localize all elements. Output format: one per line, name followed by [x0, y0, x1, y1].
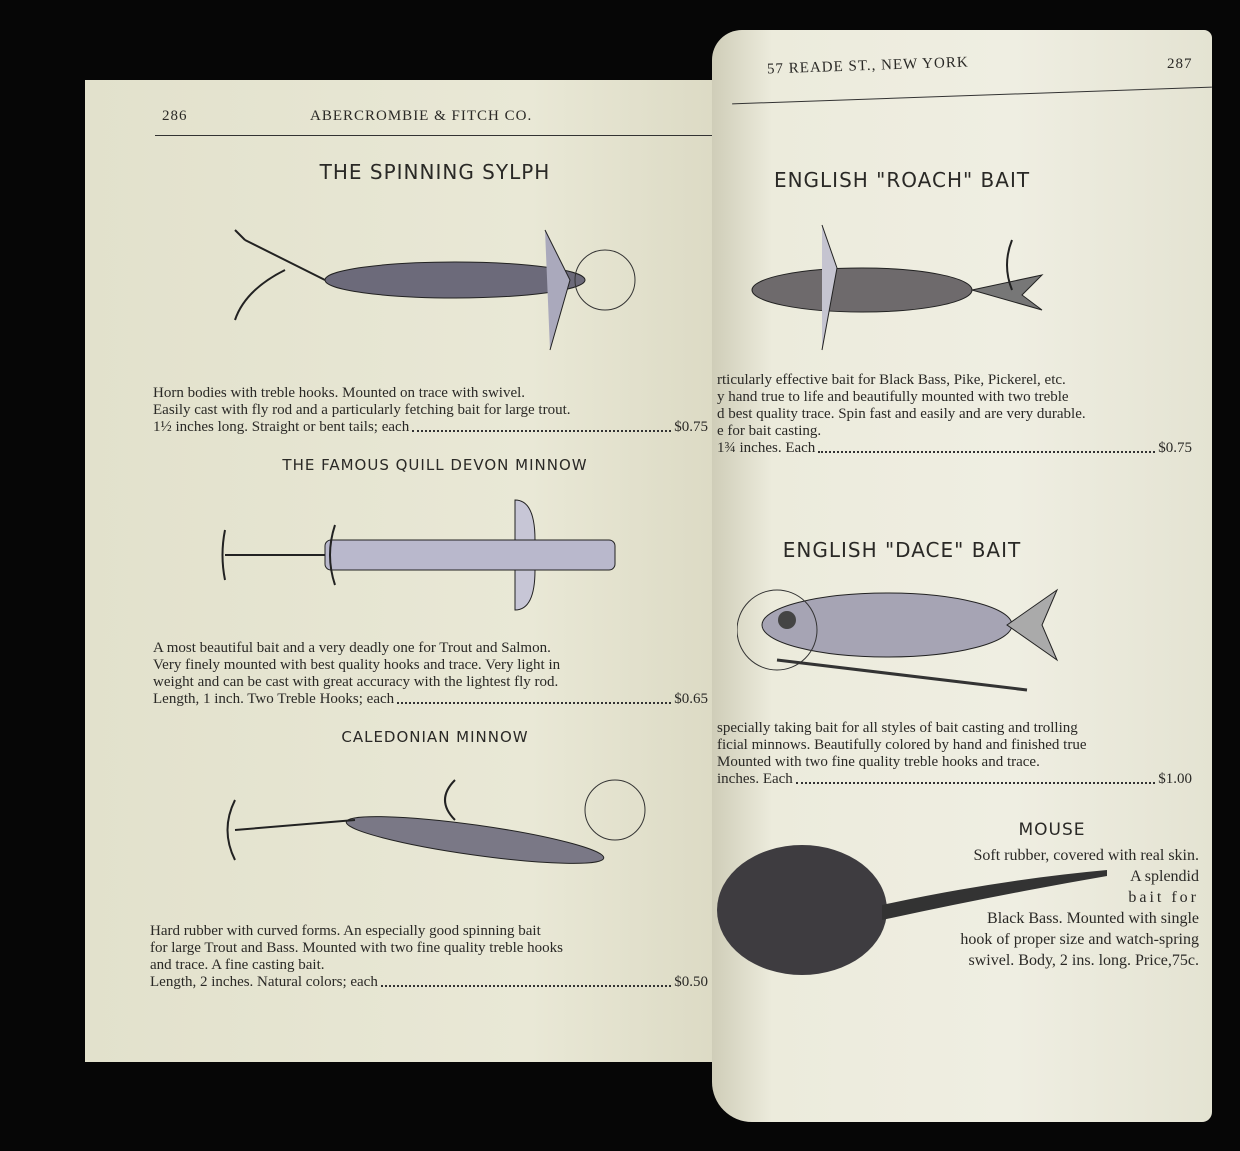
item-description — [150, 923, 708, 991]
item-title: MOUSE — [1018, 820, 1086, 840]
spinning-sylph-illustration — [225, 210, 655, 360]
price: $0.75 — [674, 419, 708, 435]
header-rule — [732, 87, 1212, 105]
desc-line: y hand true to life and beautifully mounted with two treble — [717, 389, 1069, 405]
item-description — [907, 845, 1199, 971]
page-number: 286 — [162, 108, 188, 124]
desc-line: weight and can be cast with great accuracy with the lightest fly rod. — [153, 674, 559, 690]
desc-line: swivel. Body, 2 ins. long. Price,75c. — [968, 952, 1199, 969]
desc-line: Length, 2 inches. Natural colors; each — [150, 974, 378, 990]
desc-line: Soft rubber, covered with real skin. — [973, 847, 1199, 864]
item-description — [717, 720, 1192, 788]
desc-line: inches. Each — [717, 771, 793, 787]
item-description — [717, 372, 1192, 457]
item-title: THE SPINNING SYLPH — [319, 160, 551, 184]
desc-line: Very finely mounted with best quality hooks and trace. Very light in — [153, 657, 561, 673]
desc-line: specially taking bait for all styles of bait casting and trolling — [717, 720, 1078, 736]
left-page — [85, 80, 720, 1062]
desc-line: Easily cast with fly rod and a particularly fetching bait for large trout. — [153, 402, 571, 418]
desc-line: bait for — [1128, 889, 1199, 906]
desc-line: rticularly effective bait for Black Bass, Pike, Pickerel, etc. — [717, 372, 1066, 388]
desc-line: A most beautiful bait and a very deadly one for Trout and Salmon. — [153, 640, 551, 656]
desc-line: Hard rubber with curved forms. An especially good spinning bait — [150, 923, 541, 939]
desc-line: for large Trout and Bass. Mounted with two fine quality treble hooks — [150, 940, 564, 956]
item-title: CALEDONIAN MINNOW — [341, 728, 529, 746]
price: $0.75 — [1158, 440, 1192, 456]
desc-line: and trace. A fine casting bait. — [150, 957, 325, 973]
desc-line: hook of proper size and watch-spring — [960, 931, 1199, 948]
desc-line: Mounted with two fine quality treble hooks and trace. — [717, 754, 1040, 770]
desc-line: e for bait casting. — [717, 423, 822, 439]
desc-line: 1¾ inches. Each — [717, 440, 816, 456]
page-number: 287 — [1167, 56, 1193, 72]
item-title: THE FAMOUS QUILL DEVON MINNOW — [282, 456, 588, 474]
desc-line: A splendid — [1130, 868, 1199, 885]
item-title: ENGLISH "DACE" BAIT — [782, 538, 1022, 562]
desc-line: Black Bass. Mounted with single — [987, 910, 1199, 927]
header-rule — [155, 135, 720, 136]
price: $0.50 — [674, 974, 708, 990]
running-header: 57 READE ST., NEW YORK — [766, 54, 969, 78]
item-description — [153, 385, 708, 436]
price: $1.00 — [1158, 771, 1192, 787]
item-title: ENGLISH "ROACH" BAIT — [773, 168, 1031, 192]
dace-bait-illustration — [737, 580, 1067, 720]
item-description — [153, 640, 708, 708]
desc-line: Horn bodies with treble hooks. Mounted on trace with swivel. — [153, 385, 526, 401]
caledonian-minnow-illustration — [215, 770, 665, 920]
right-page — [712, 30, 1212, 1122]
price: $0.65 — [674, 691, 708, 707]
quill-devon-minnow-illustration — [215, 495, 655, 615]
desc-line: ficial minnows. Beautifully colored by hand and finished true — [717, 737, 1087, 753]
desc-line: d best quality trace. Spin fast and easily and are very durable. — [717, 406, 1086, 422]
running-header: ABERCROMBIE & FITCH CO. — [310, 108, 533, 124]
roach-bait-illustration — [742, 220, 1062, 360]
desc-line: 1½ inches long. Straight or bent tails; each — [153, 419, 410, 435]
desc-line: Length, 1 inch. Two Treble Hooks; each — [153, 691, 395, 707]
